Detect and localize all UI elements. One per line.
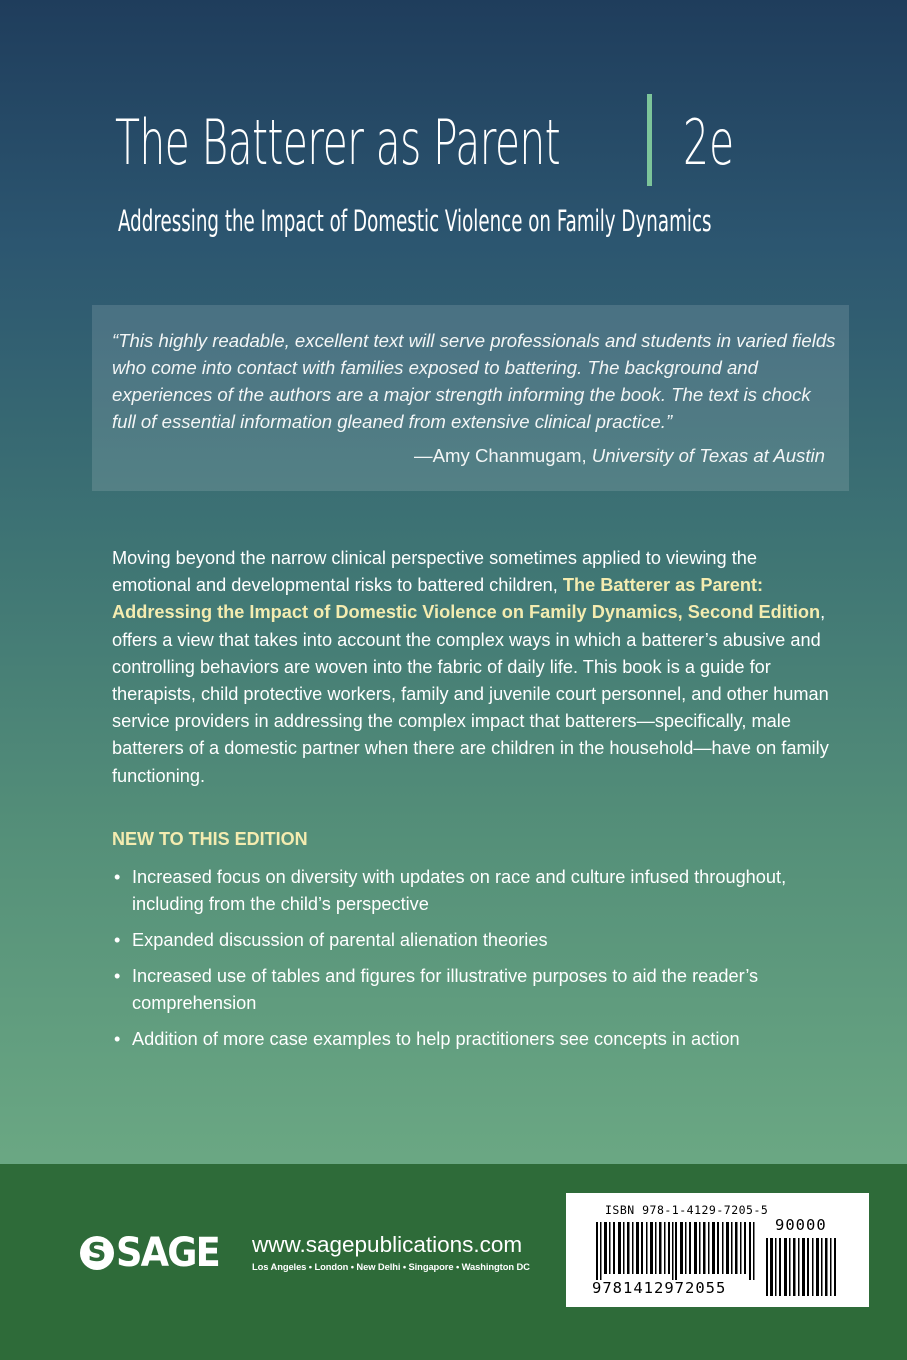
bullet-icon: • [114,867,121,887]
endorsement-quote: “This highly readable, excellent text will serve professionals and students in varied fields who come into contact with families exposed to battering. The background and experiences of the authors are a major strength informing the book. The text is chock full of essential information gleaned from extensive clinical practice.” [112,330,836,432]
publisher-footer [0,1164,907,1360]
title-divider [647,94,652,186]
endorsement-institution: University of Texas at Austin [591,445,825,466]
list-item [112,1026,812,1053]
endorsement-attribution [414,445,825,467]
book-title: The Batterer as Parent [115,105,561,179]
title-row [115,92,815,192]
price-code: 90000 [775,1216,827,1234]
list-item-text: Addition of more case examples to help practitioners see concepts in action [132,1029,740,1049]
sage-logo-icon: S [80,1236,114,1270]
bullet-icon: • [114,1029,121,1049]
list-item-text: Expanded discussion of parental alienation theories [132,930,548,950]
endorsement-box [92,305,849,491]
publisher-website: www.sagepublications.com [252,1232,523,1257]
list-item [112,963,812,1017]
barcode-panel [566,1193,869,1307]
new-edition-heading: NEW TO THIS EDITION [112,829,308,849]
list-item [112,927,812,954]
book-description [112,545,832,790]
isbn-barcode [596,1222,756,1280]
list-item-text: Increased use of tables and figures for illustrative purposes to aid the reader’s comprehension [132,966,759,1013]
bullet-icon: • [114,966,121,986]
description-title-highlight: The Batterer as Parent: Addressing the Impact of Domestic Violence on Family Dynamics, Second Edition [112,575,821,623]
isbn-label: ISBN 978-1-4129-7205-5 [605,1203,769,1217]
sage-logo [80,1230,228,1276]
list-item-text: Increased focus on diversity with updates on race and culture infused throughout, including from the child’s perspective [132,867,787,914]
bullet-icon: • [114,930,121,950]
barcode-number: 9781412972055 [592,1279,727,1297]
price-barcode [766,1238,838,1296]
description-part2: , offers a view that takes into account the complex ways in which a batterer’s abusive and controlling behaviors are woven into the fabric of daily life. This book is a guide for therapists, child protective workers, family and juvenile court personnel, and other human service providers in addressing the complex impact that batterers—specifically, male batterers of a domestic partner when there are children in the household—have on family functioning. [112,602,829,786]
endorsement-author: —Amy Chanmugam, [414,445,592,466]
book-subtitle: Addressing the Impact of Domestic Violence on Family Dynamics [118,204,712,238]
list-item [112,864,812,918]
edition-label: 2e [683,105,735,179]
publisher-cities: Los Angeles • London • New Delhi • Singapore • Washington DC [252,1261,530,1272]
description-part1: Moving beyond the narrow clinical perspective sometimes applied to viewing the emotional and developmental risks to battered children, [112,548,757,596]
sage-wordmark: SAGE [116,1230,219,1276]
new-edition-list [112,864,812,1062]
